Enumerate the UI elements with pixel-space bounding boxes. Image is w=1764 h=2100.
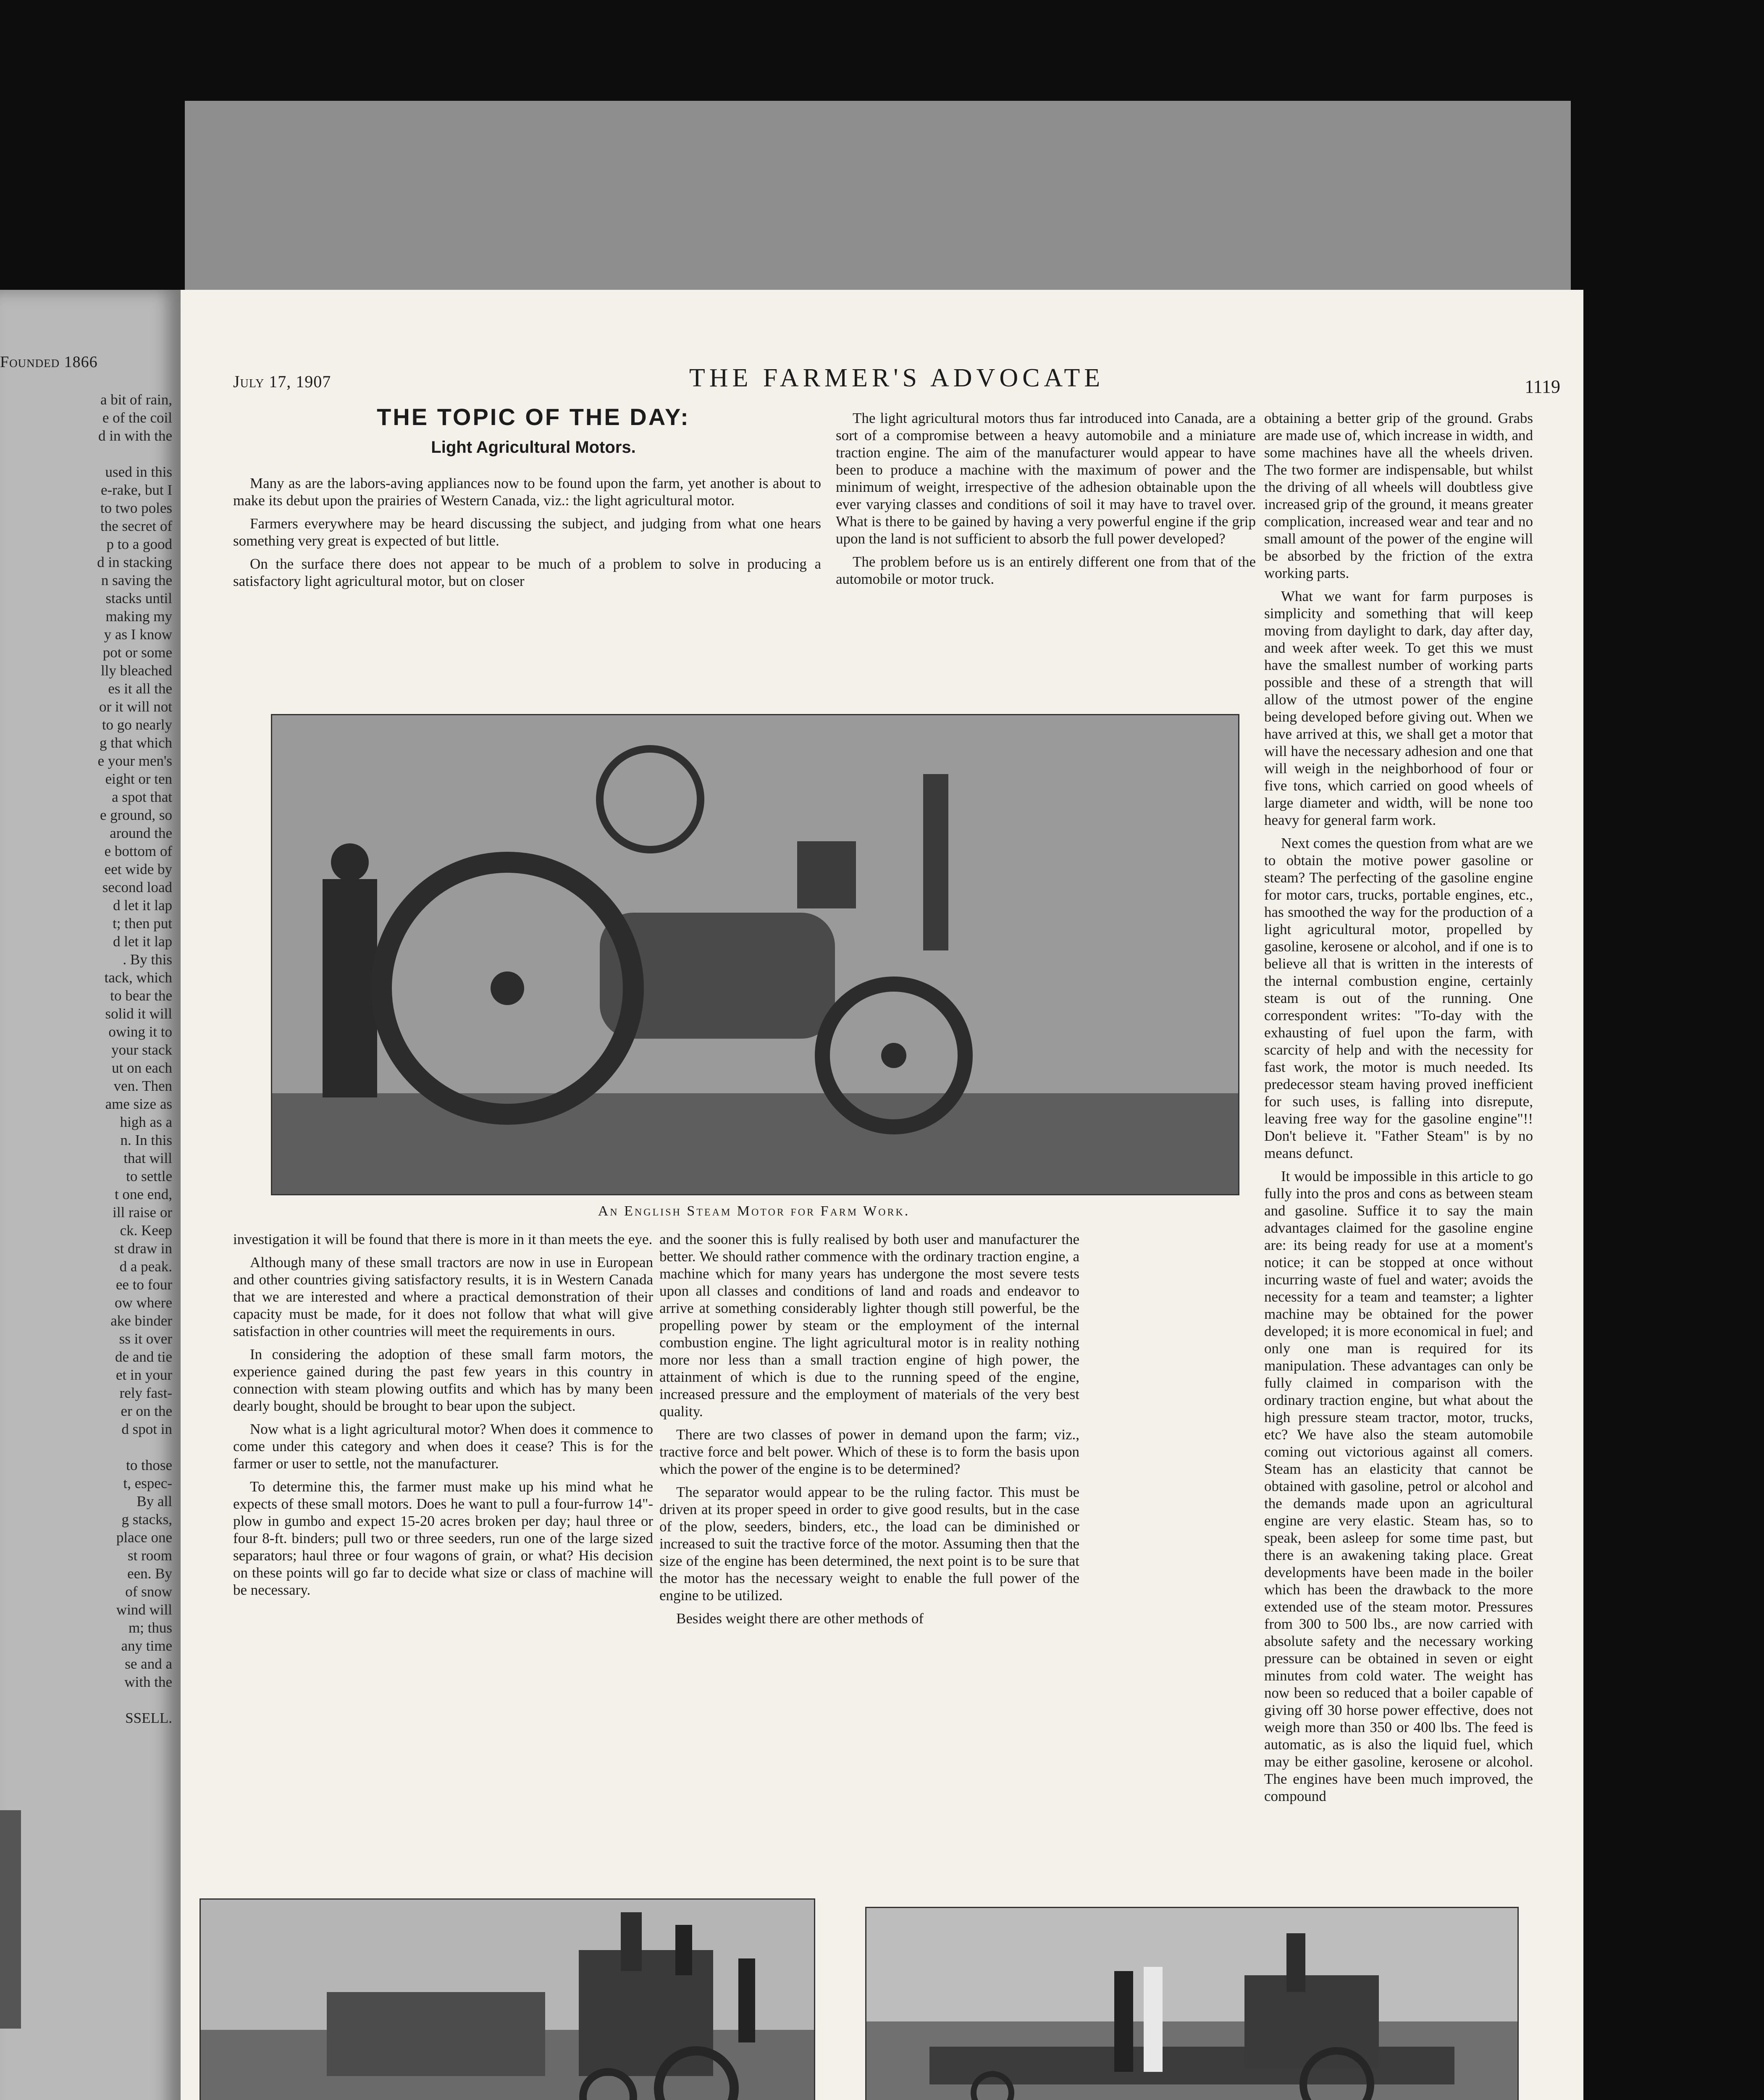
harvest-illustration [201, 1900, 814, 2100]
steam-engine-illustration [272, 715, 1238, 1194]
column-2-top [836, 410, 1256, 593]
page-header [233, 363, 1560, 401]
article-headline: THE TOPIC OF THE DAY: [377, 404, 690, 430]
paragraph: It would be impossible in this article to go fully into the pros and cons as between steam and gasoline. Suffice it to say the main advantages claimed for the gasoline engine are: its being ready for use at a moment's notice; it can be stopped at once without incurring waste of fuel and water; avoids the necessity for a team and teamster; a lighter machine may be obtained for the power developed; it is more economical in fuel; and only one man is required for its manipulation. These advantages can only be fully claimed in comparison with the ordinary traction engine, but what about the high pressure steam tractor, motor, trucks, etc? We have also the steam automobile coming out victorious against all comers. Steam has an elasticity that cannot be obtained with gasoline, petrol or alcohol and the demands made upon an agricultural engine are very elastic. Steam has, so to speak, been asleep for some time past, but there is an awakening taking place. Great developments have been made in the boiler which has been the drawback to the more extended use of the steam motor. Pressures from 300 to 500 lbs., are now carried with absolute safety and the necessary working pressure can be obtained in seven or eight minutes from cold water. The weight has now been so reduced that a boiler capable of giving off 30 horse power effective, does not weigh more than 350 or 400 lbs. The feed is automatic, as is also the liquid fuel, which may be either gasoline, kerosene or alcohol. The engines have been much improved, the compound [1264, 1168, 1533, 1804]
paragraph: To determine this, the farmer must make up his mind what he expects of these small motors. Does he want to pull a four-furrow 14"-plow in gumbo and expect 15-20 acres broken per day; haul three or four 8-ft. binders; pull two or three seeders, run one of the large sized separators; haul three or four wagons of grain, or what? His decision on these points will go far to decide what size or class of machine will be necessary. [233, 1478, 653, 1598]
steam-motor-caption: An English Steam Motor for Farm Work. [598, 1203, 910, 1219]
plowing-illustration [866, 1908, 1517, 2100]
column-1-top [233, 475, 821, 596]
issue-date: July 17, 1907 [233, 372, 331, 391]
gasoline-motor-photo [865, 1907, 1519, 2100]
steam-motor-photo [271, 714, 1239, 1195]
paragraph: obtaining a better grip of the ground. Grabs are made use of, which increase in width, and some machines have all the wheels driven. The two former are indispensable, but whilst the driving of all wheels will doubtless give increased grip of the ground, it means greater complication, increased wear and tear and no small amount of the power of the engine will be absorbed by the friction of the extra working parts. [1264, 410, 1533, 581]
column-1-bottom [233, 1231, 653, 1604]
paragraph: Although many of these small tractors are now in use in European and other countries giving satisfactory results, it is in Western Canada that we are interested and where a practical demonstration of their capacity must be made, for it does not follow that what will give satisfaction in other countries will meet the requirements in ours. [233, 1254, 653, 1339]
article-subheadline: Light Agricultural Motors. [431, 438, 636, 457]
left-page-photo-edge [0, 1810, 21, 2029]
paragraph: In considering the adoption of these small farm motors, the experience gained during the past few years in this country in connection with steam plowing outfits and which has by many been dearly bought, should be brought to bear upon the subject. [233, 1346, 653, 1414]
left-facing-page [0, 290, 181, 2100]
paragraph: and the sooner this is fully realised by both user and manufacturer the better. We should rather commence with the ordinary traction engine, a machine which for many years has undergone the most severe tests upon all classes and conditions of land and roads and endeavor to arrive at something considerably lighter though still powerful, be the propelling power by steam or the employment of the internal combustion engine. The light agricultural motor is in reality nothing more nor less than a small traction engine of high power, the attainment of which is due to the running speed of the engine, increased pressure and the employment of materials of the very best quality. [659, 1231, 1079, 1420]
article-headline-block [248, 403, 819, 457]
paragraph: Besides weight there are other methods of [676, 1610, 924, 1627]
page-number: 1119 [1525, 376, 1560, 397]
newspaper-page [181, 290, 1583, 2100]
left-page-header: Founded 1866 [0, 353, 98, 371]
paragraph: On the surface there does not appear to be much of a problem to solve in producing a satisfactory light agricultural motor, but on closer [233, 556, 821, 589]
paragraph: Many as are the labors-aving appliances now to be found upon the farm, yet another is about to make its debut upon the prairies of Western Canada, viz.: the light agricultural motor. [233, 475, 821, 509]
paragraph: Farmers everywhere may be heard discussing the subject, and judging from what one hears something very great is expected of but little. [233, 515, 821, 549]
paragraph: Next comes the question from what are we to obtain the motive power gasoline or steam? The perfecting of the gasoline engine for motor cars, trucks, portable engines, etc., has smoothed the way for the production of a light agricultural motor, propelled by gasoline, kerosene or alcohol, and if one is to believe all that is written in the interests of the internal combustion engine, certainly steam is out of the running. One correspondent writes: "To-day with the exhausting of fuel upon the farm, with scarcity of help and with the necessity for fast work, the motor is much needed. Its predecessor steam having proved inefficient for such uses, is falling into disrepute, leaving free way for the gasoline engine"!! Don't believe it. "Father Steam" is by no means defunct. [1264, 835, 1533, 1161]
paragraph: The problem before us is an entirely different one from that of the automobile or motor truck. [836, 554, 1256, 587]
paragraph: What we want for farm purposes is simplicity and something that will keep moving from daylight to dark, day after day, and week after week. To get this we must have the smallest number of working parts possible and these of a strength that will allow of the utmost power of the engine being developed before giving out. When we have arrived at this, we shall get a motor that will have the necessary adhesion and one that will weigh in the neighborhood of four or five tons, which carried on good wheels of large diameter and width, will be none too heavy for general farm work. [1264, 588, 1533, 828]
paragraph: There are two classes of power in demand upon the farm; viz., tractive force and belt power. Which of these is to form the basis upon which the power of the engine is to be determined? [659, 1426, 1079, 1477]
cutting-oats-photo [200, 1898, 815, 2100]
paragraph: The light agricultural motors thus far introduced into Canada, are a sort of a compromise between a heavy automobile and a miniature traction engine. The aim of the manufacturer would appear to have been to produce a machine with the maximum of power and the minimum of weight, irrespective of the adhesion obtainable upon the ever varying classes and conditions of soil it may have to travel over. What is there to be gained by having a very powerful engine if the grip upon the land is not sufficient to absorb the full power developed? [836, 410, 1256, 547]
paragraph: investigation it will be found that there is more in it than meets the eye. [233, 1231, 653, 1247]
paragraph: Now what is a light agricultural motor? When does it commence to come under this category and when does it cease? This is for the farmer or user to settle, not the manufacturer. [233, 1421, 653, 1472]
masthead-title: THE FARMER'S ADVOCATE [689, 364, 1105, 392]
left-page-text: a bit of rain, e of the coil d in with the used in this e-rake, but I to two poles the secret of p to a good d in stacking n saving the stacks until making my y as I know pot or some lly bleached es it all the or it will not to go nearly g that which e your men's eight or ten a spot that e ground, so around the e bottom of eet wide by second load d let it lap t; then put d let it lap . By this tack, which to bear the solid it will owing it to your stack ut on each ven. Then ame size as high as a n. In this that will to settle t one end, ill raise or ck. Keep st draw in d a peak. ee to four ow where ake binder ss it over de and tie et in your rely fast- er on the d spot in to those t, espec- By all g stacks, place one st room een. By of snow wind will m; thus any time se and a with the SSELL. [97, 391, 172, 1726]
paragraph: The separator would appear to be the ruling factor. This must be driven at its proper speed in order to give good results, but in the case of the plow, seeders, binders, etc., the load can be diminished or increased to suit the tractive force of the motor. Assuming then that the size of the engine has been determined, the next point is to be sure that the motor has the necessary weight to enable the full power of the engine to be utilized. [659, 1484, 1079, 1604]
column-3 [1264, 410, 1533, 1811]
column-2-bottom [659, 1231, 1079, 1633]
